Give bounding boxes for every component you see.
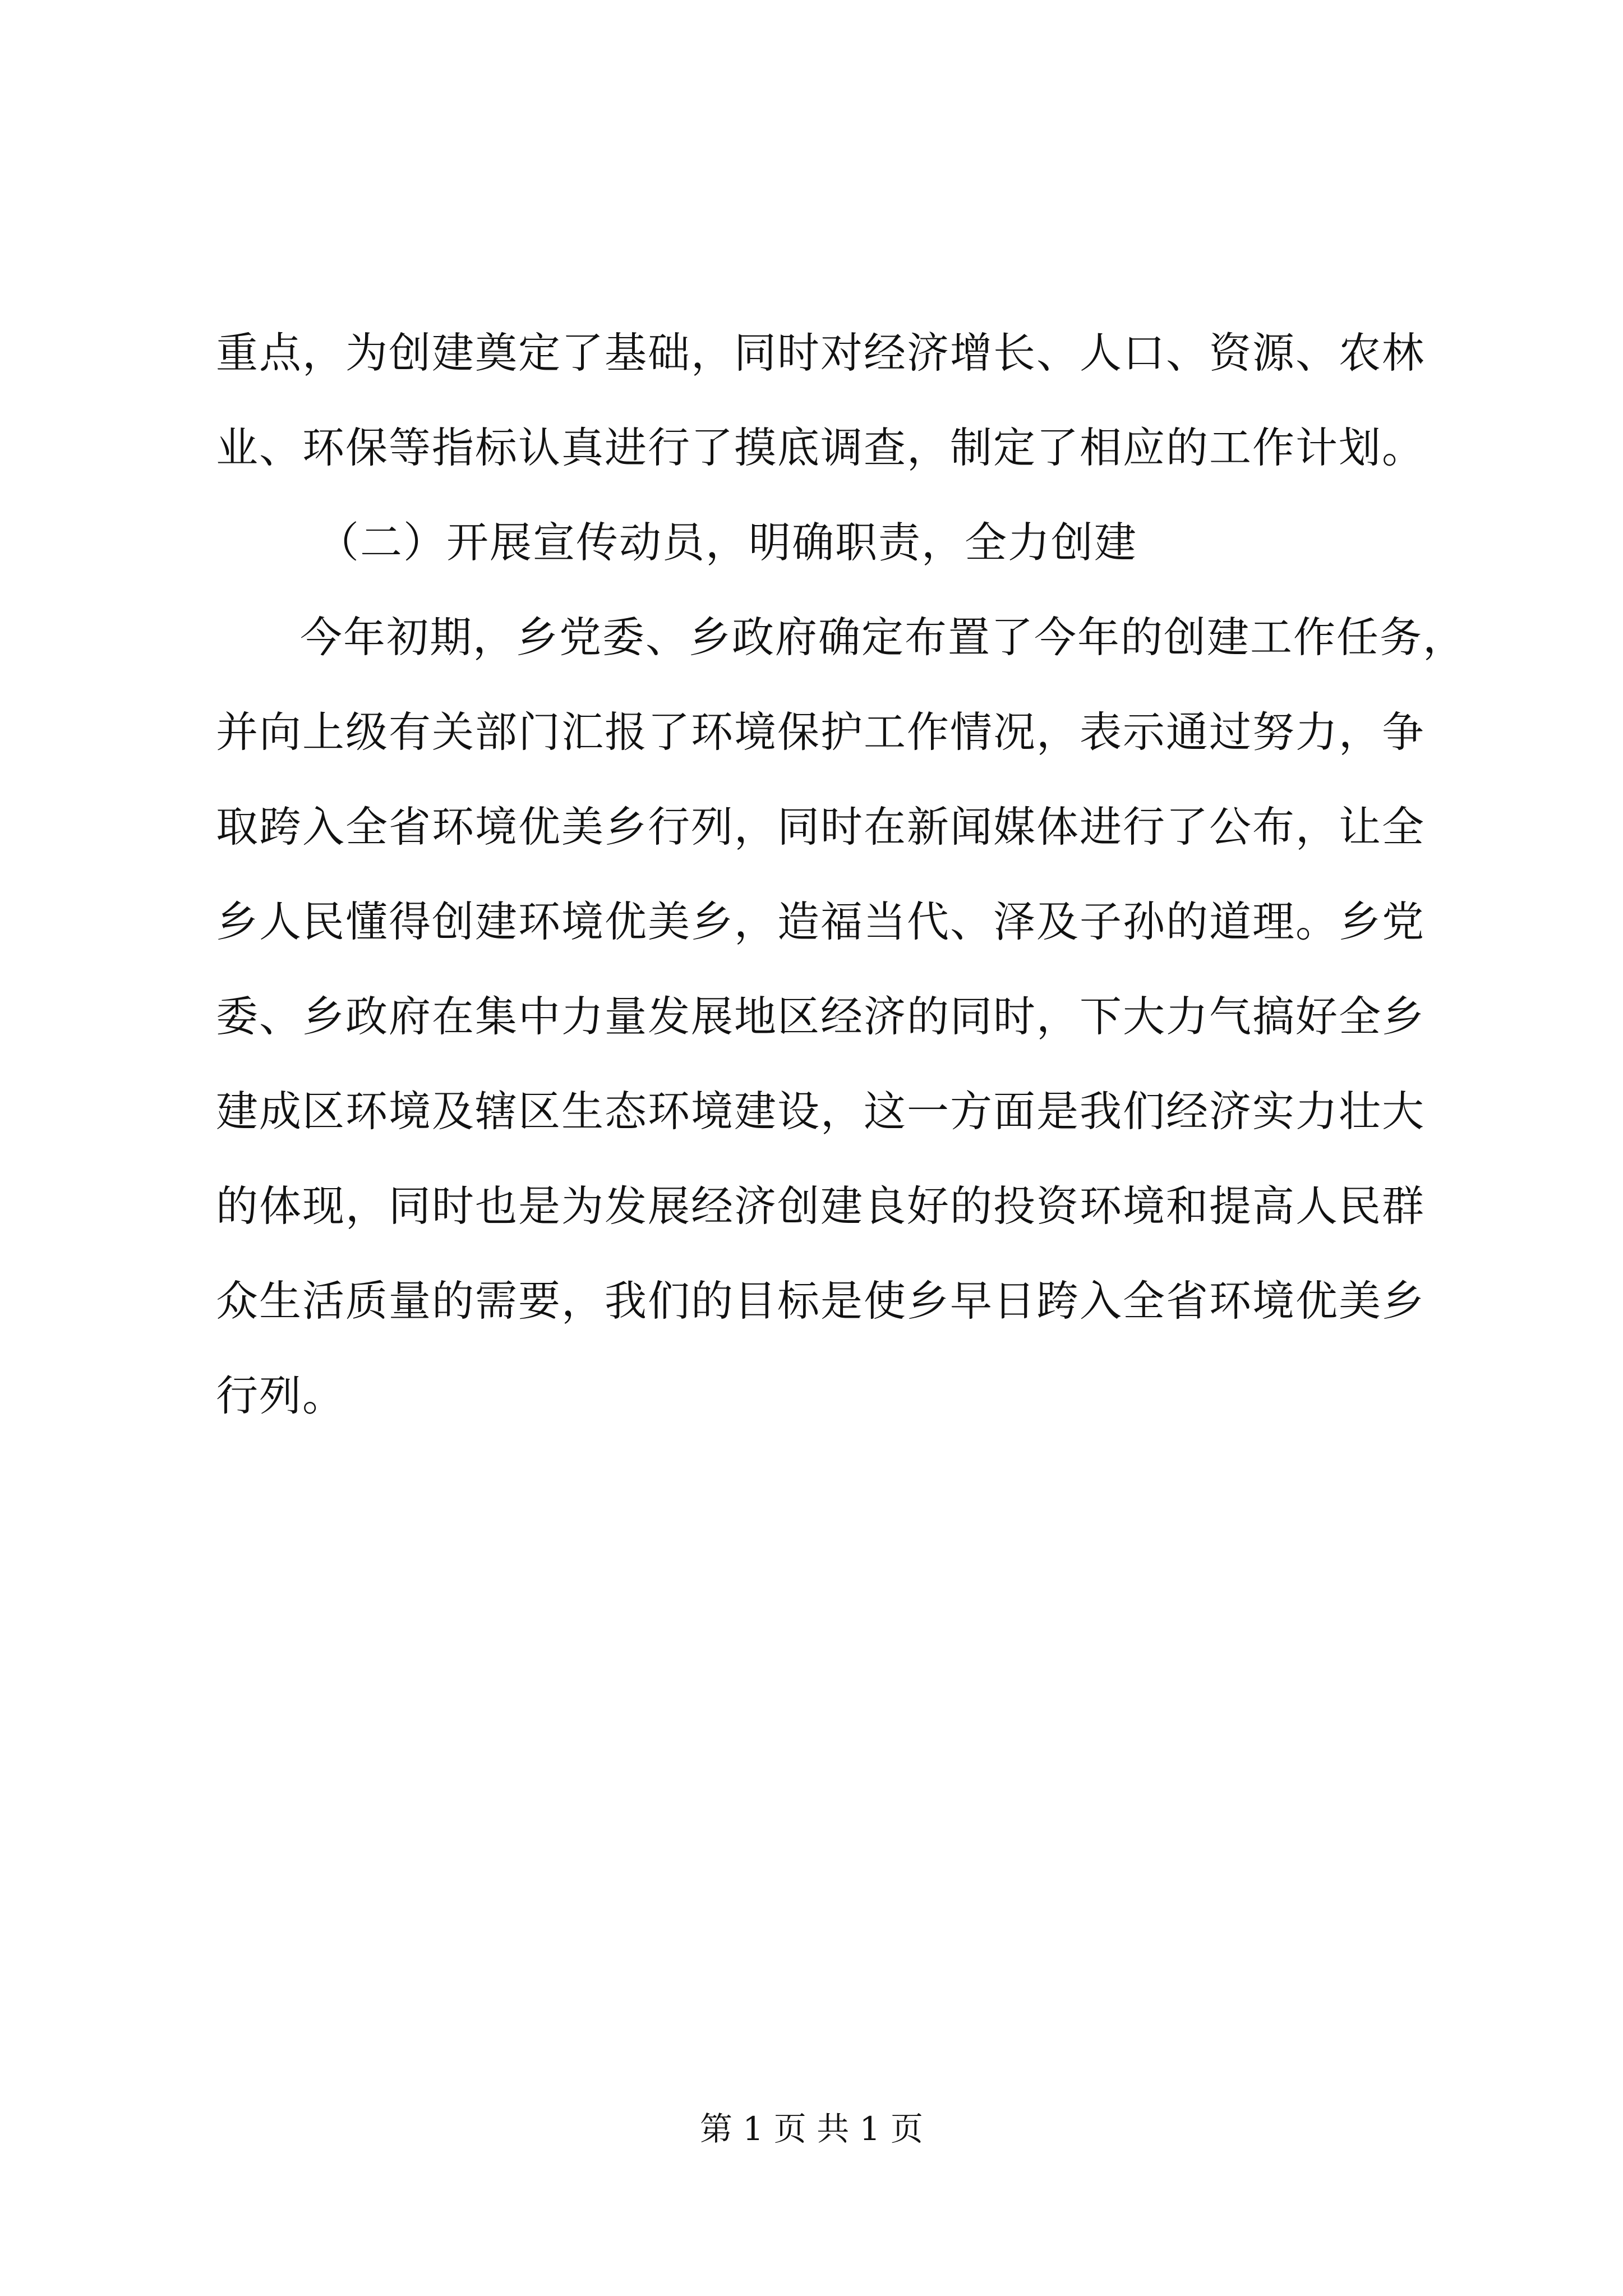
page-number: 第 1 页 共 1 页 xyxy=(700,2110,923,2148)
paragraph-line: 行列。 xyxy=(216,1371,346,1420)
section-heading: （二）开展宣传动员，明确职责，全力创建 xyxy=(317,518,1138,567)
paragraph-line: 的体现，同时也是为发展经济创建良好的投资环境和提高人民群 xyxy=(216,1181,1426,1231)
body-line: 业、环保等指标认真进行了摸底调查，制定了相应的工作计划。 xyxy=(216,423,1426,472)
paragraph-line: 委、乡政府在集中力量发展地区经济的同时，下大力气搞好全乡 xyxy=(216,992,1426,1041)
paragraph-line: 建成区环境及辖区生态环境建设，这一方面是我们经济实力壮大 xyxy=(216,1087,1426,1136)
document-body xyxy=(216,306,1467,1443)
body-line: 重点，为创建奠定了基础，同时对经济增长、人口、资源、农林 xyxy=(216,328,1426,378)
paragraph-line: 众生活质量的需要，我们的目标是使乡早日跨入全省环境优美乡 xyxy=(216,1276,1426,1326)
paragraph-line: 今年初期，乡党委、乡政府确定布置了今年的创建工作任务， xyxy=(300,613,1467,662)
paragraph-line: 取跨入全省环境优美乡行列，同时在新闻媒体进行了公布，让全 xyxy=(216,802,1426,852)
paragraph-line: 乡人民懂得创建环境优美乡，造福当代、泽及子孙的道理。乡党 xyxy=(216,897,1426,946)
paragraph-line: 并向上级有关部门汇报了环境保护工作情况，表示通过努力，争 xyxy=(216,707,1426,757)
page-footer xyxy=(0,2106,1623,2151)
